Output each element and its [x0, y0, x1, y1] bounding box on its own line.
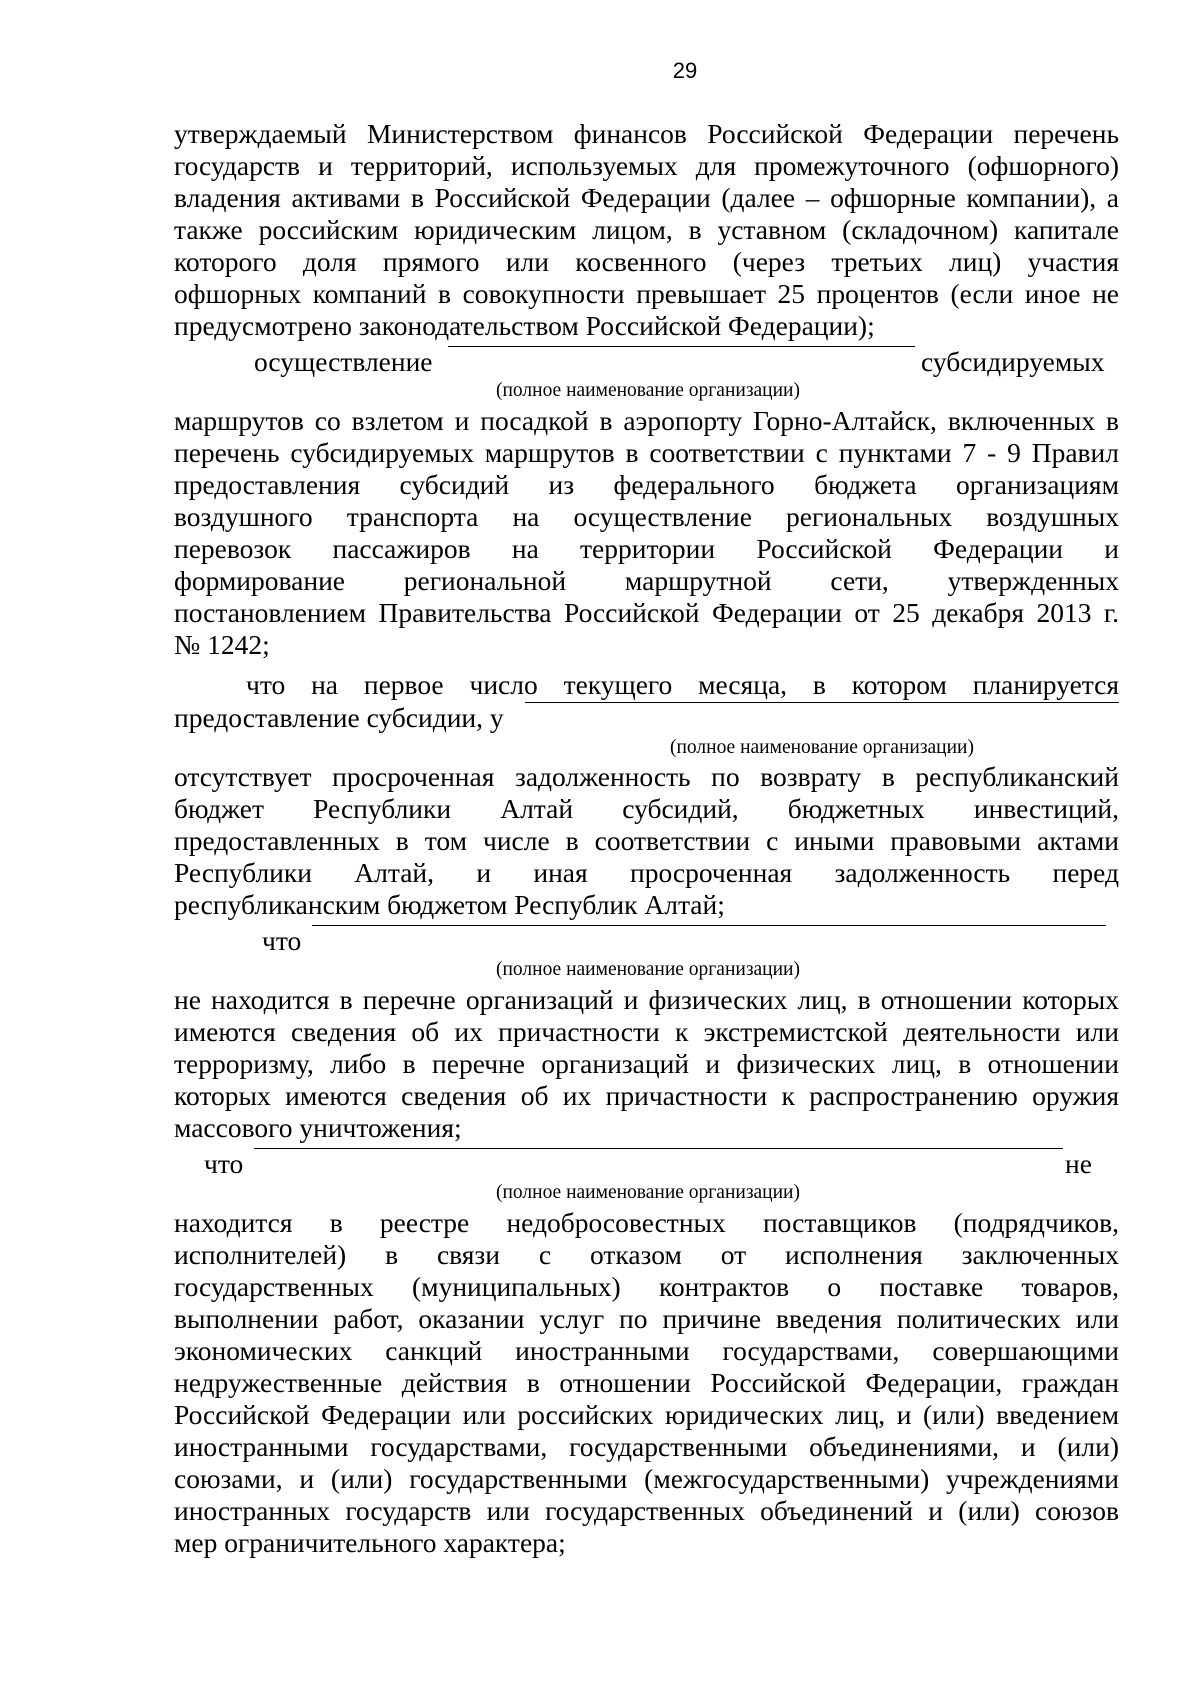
- text-line: бюджет Республики Алтай субсидий, бюджетных инвестиций,: [174, 793, 1119, 824]
- text-line: имеются сведения об их причастности к экстремистской деятельности или: [174, 1016, 1119, 1047]
- text-line: что на первое число текущего месяца, в котором планируется: [246, 669, 1119, 700]
- text-line: иностранными государствами, государственными объединениями, и (или): [174, 1431, 1119, 1462]
- text-line: офшорных компаний в совокупности превышает 25 процентов (если иное не: [174, 278, 1119, 309]
- organization-name-blank[interactable]: [312, 925, 1106, 926]
- text-line: постановлением Правительства Российской Федерации от 25 декабря 2013 г.: [174, 597, 1119, 628]
- text-line: предоставленных в том числе в соответствии с иными правовыми актами: [174, 825, 1119, 856]
- text-line: государств и территорий, используемых для промежуточного (офшорного): [174, 150, 1119, 181]
- fill-in-row-organization-4: [0, 1148, 1200, 1180]
- paragraph-sanctions: [174, 1207, 1119, 1559]
- paragraph-debt: [174, 761, 1119, 921]
- blank-prefix: осуществление: [254, 346, 433, 377]
- text-line: перечень субсидируемых маршрутов в соответствии с пунктами 7 - 9 Правил: [174, 437, 1119, 468]
- text-line: выполнении работ, оказании услуг по причине введения политических или: [174, 1303, 1119, 1334]
- text-line: государственных (муниципальных) контрактов о поставке товаров,: [174, 1271, 1119, 1302]
- text-line: экономических санкций иностранными государствами, совершающими: [174, 1335, 1119, 1366]
- text-line: которого доля прямого или косвенного (через третьих лиц) участия: [174, 246, 1119, 277]
- text-line: воздушного транспорта на осуществление региональных воздушных: [174, 501, 1119, 532]
- blank-prefix: что: [262, 925, 302, 956]
- blank-caption: (полное наименование организации): [495, 1182, 800, 1203]
- text-line: предоставления субсидий из федерального бюджета организациям: [174, 469, 1119, 500]
- text-line: утверждаемый Министерством финансов Российской Федерации перечень: [174, 118, 1119, 149]
- organization-name-blank[interactable]: [254, 1148, 1063, 1149]
- text-line: Республики Алтай, и иная просроченная задолженность перед: [174, 857, 1119, 888]
- text-line: находится в реестре недобросовестных поставщиков (подрядчиков,: [174, 1207, 1119, 1238]
- text-line: формирование региональной маршрутной сети, утвержденных: [174, 565, 1119, 596]
- text-line: владения активами в Российской Федерации (далее – офшорные компании), а: [174, 182, 1119, 213]
- paragraph-extremism: [174, 984, 1119, 1144]
- text-line: не находится в перечне организаций и физических лиц, в отношении которых: [174, 984, 1119, 1015]
- paragraph-debt-intro: [246, 669, 1119, 701]
- organization-name-blank[interactable]: [525, 702, 1119, 703]
- text-line: перевозок пассажиров на территории Российской Федерации и: [174, 533, 1119, 564]
- text-line: № 1242;: [174, 629, 270, 660]
- text-line: Российской Федерации или российских юридических лиц, и (или) введением: [174, 1399, 1119, 1430]
- blank-caption: (полное наименование организации): [495, 959, 800, 980]
- organization-name-blank[interactable]: [448, 346, 915, 347]
- blank-suffix: субсидируемых: [921, 346, 1105, 377]
- blank-prefix: что: [204, 1148, 244, 1179]
- blank-caption: (полное наименование организации): [669, 737, 974, 758]
- blank-caption: (полное наименование организации): [495, 380, 800, 401]
- paragraph-routes: [174, 405, 1119, 661]
- text-line: также российским юридическим лицом, в уставном (складочном) капитале: [174, 214, 1119, 245]
- text-line: маршрутов со взлетом и посадкой в аэропорту Горно-Алтайск, включенных в: [174, 405, 1119, 436]
- fill-in-row-organization-3: [0, 925, 1200, 957]
- text-line: республиканским бюджетом Республик Алтай;: [174, 889, 725, 920]
- text-line: исполнителей) в связи с отказом от исполнения заключенных: [174, 1239, 1119, 1270]
- text-line: терроризму, либо в перечне организаций и физических лиц, в отношении: [174, 1048, 1119, 1079]
- fill-in-row-organization-1: [0, 346, 1200, 378]
- blank-prefix: предоставление субсидии, у: [174, 702, 504, 733]
- text-line: союзами, и (или) государственными (межгосударственными) учреждениями: [174, 1463, 1119, 1494]
- text-line: которых имеются сведения об их причастности к распространению оружия: [174, 1080, 1119, 1111]
- text-line: мер ограничительного характера;: [174, 1527, 566, 1558]
- text-line: отсутствует просроченная задолженность по возврату в республиканский: [174, 761, 1119, 792]
- text-line: массового уничтожения;: [174, 1112, 462, 1143]
- page-number: 29: [672, 58, 698, 83]
- blank-suffix: не: [1065, 1148, 1092, 1179]
- text-line: предусмотрено законодательством Российской Федерации);: [174, 310, 875, 341]
- fill-in-row-organization-2: [0, 702, 1200, 734]
- paragraph-offshore: [174, 118, 1119, 342]
- text-line: недружественные действия в отношении Российской Федерации, граждан: [174, 1367, 1119, 1398]
- text-line: иностранных государств или государственных объединений и (или) союзов: [174, 1495, 1119, 1526]
